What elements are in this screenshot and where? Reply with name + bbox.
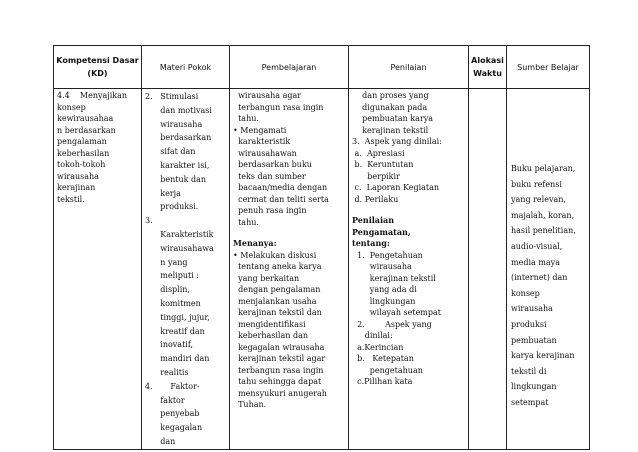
- pembelajaran-text: [230, 89, 348, 411]
- pembelajaran-line: yang berkaitan: [233, 273, 300, 283]
- header-row: [54, 46, 590, 89]
- alokasi-cell: [469, 89, 507, 450]
- pembelajaran-line: teks dan sumber: [233, 171, 306, 181]
- header-kompetensi: Kompetensi Dasar (KD): [54, 46, 142, 89]
- penilaian-heading-line: Pengamatan,: [352, 226, 411, 237]
- pembelajaran-line: karakteristik: [233, 137, 291, 146]
- pembelajaran-line: penuh rasa ingin: [233, 206, 307, 215]
- header-alokasi: Alokasi Waktu: [469, 46, 507, 89]
- penilaian-line: pengetahuan: [352, 365, 423, 375]
- header-sumber: Sumber Belajar: [507, 46, 590, 89]
- kompetensi-line: keberhasilan: [57, 148, 110, 158]
- materi-line: wirausahawa: [145, 243, 214, 253]
- materi-line: n yang: [145, 257, 188, 267]
- materi-line: komitmen: [145, 298, 201, 308]
- penilaian-line: digunakan pada: [352, 102, 428, 112]
- materi-line: produksi.: [145, 202, 199, 212]
- penilaian-line: b. Keruntutan: [352, 160, 414, 169]
- penilaian-line: wirausaha: [352, 262, 412, 271]
- syllabus-table: [53, 45, 590, 450]
- penilaian-line: pembuatan karya: [352, 114, 434, 123]
- pembelajaran-line: Tuhan.: [233, 400, 267, 409]
- pembelajaran-line: tentang aneka karya: [233, 262, 322, 271]
- pembelajaran-line: • Melakukan diskusi: [233, 250, 317, 260]
- materi-line: meliputi :: [145, 271, 199, 281]
- pembelajaran-line: menjalankan usaha: [233, 296, 317, 306]
- penilaian-line: kerajinan tekstil: [352, 125, 429, 135]
- pembelajaran-line: tahu.: [233, 114, 259, 123]
- penilaian-line: c. Laporan Kegiatan: [352, 183, 440, 192]
- pembelajaran-line: cermat dan teliti serta: [233, 194, 329, 204]
- penilaian-line: b. Ketepatan: [352, 354, 414, 363]
- sumber-line: buku refensi: [511, 179, 562, 189]
- kompetensi-cell: [54, 89, 142, 450]
- sumber-cell: [507, 89, 590, 450]
- penilaian-line: dinilai:: [352, 331, 393, 340]
- materi-line: mandiri dan: [145, 354, 210, 364]
- pembelajaran-line: wirausahawan: [233, 148, 297, 158]
- penilaian-line: a.Kerincian: [352, 342, 404, 352]
- sumber-line: setempat: [511, 397, 549, 407]
- penilaian-line: yang ada di: [352, 285, 417, 294]
- penilaian-text: [349, 89, 468, 388]
- header-pembelajaran: Pembelajaran: [230, 46, 349, 89]
- pembelajaran-line: wirausaha agar: [233, 91, 302, 100]
- sumber-line: karya kerajinan: [511, 351, 575, 361]
- kompetensi-line: kerajinan: [57, 183, 96, 192]
- materi-line: dan: [145, 436, 176, 446]
- penilaian-line: kerajinan tekstil: [352, 273, 436, 283]
- pembelajaran-line: terbangun rasa ingin: [233, 365, 324, 375]
- penilaian-line: d. Perilaku: [352, 194, 399, 204]
- header-penilaian: Penilaian: [349, 46, 469, 89]
- pembelajaran-line: dengan pengalaman: [233, 285, 321, 294]
- kompetensi-line: n berdasarkan: [57, 125, 116, 135]
- kompetensi-line: konsep: [57, 102, 86, 112]
- materi-line: faktor: [145, 395, 185, 405]
- sumber-line: yang relevan,: [511, 195, 566, 205]
- menanya-heading: Menanya:: [233, 238, 277, 248]
- pembelajaran-line: bacaan/media dengan: [233, 183, 328, 192]
- pembelajaran-cell: [230, 89, 349, 450]
- materi-line: karakter isi,: [145, 160, 210, 170]
- penilaian-line: wilayah setempat: [352, 308, 441, 317]
- pembelajaran-line: tahu sehingga dapat: [233, 377, 322, 386]
- sumber-line: audio-visual,: [511, 241, 563, 251]
- kompetensi-line: kewirausahaa: [57, 114, 114, 123]
- materi-text: [142, 89, 229, 449]
- pembelajaran-line: • Mengamati: [233, 125, 287, 135]
- materi-line: 3.: [145, 216, 153, 226]
- materi-line: kreatif dan: [145, 326, 205, 336]
- materi-line: kegagalan: [145, 423, 203, 433]
- penilaian-heading-line: tentang:: [352, 238, 390, 248]
- penilaian-line: berpikir: [352, 171, 400, 181]
- sumber-line: pembuatan: [511, 335, 557, 345]
- materi-line: wirausaha: [145, 119, 203, 129]
- materi-line: Karakteristik: [145, 229, 214, 239]
- materi-cell: [142, 89, 230, 450]
- penilaian-line: a. Apresiasi: [352, 148, 405, 158]
- pembelajaran-line: kerajinan tekstil agar: [233, 354, 326, 363]
- pembelajaran-line: berdasarkan buku: [233, 160, 312, 169]
- content-row: [54, 89, 590, 450]
- materi-line: dan motivasi: [145, 105, 212, 115]
- sumber-line: produksi: [511, 319, 547, 329]
- kompetensi-line: wirausaha: [57, 171, 99, 181]
- kompetensi-line: pengalaman: [57, 137, 107, 146]
- pembelajaran-line: kerajinan tekstil dan: [233, 308, 322, 317]
- sumber-line: konsep: [511, 288, 540, 298]
- sumber-line: (internet) dan: [511, 273, 568, 283]
- materi-line: realitis: [145, 367, 189, 377]
- materi-line: inovatif,: [145, 340, 194, 350]
- pembelajaran-line: mengidentifikasi: [233, 319, 306, 329]
- pembelajaran-line: kegagalan wirausaha: [233, 342, 325, 352]
- penilaian-line: lingkungan: [352, 296, 416, 306]
- penilaian-line: 3. Aspek yang dinilai:: [352, 137, 442, 146]
- penilaian-line: dan proses yang: [352, 91, 429, 100]
- materi-line: penyebab: [145, 409, 200, 419]
- header-materi: Materi Pokok: [142, 46, 230, 89]
- alokasi-text: [469, 89, 506, 90]
- materi-line: displin,: [145, 285, 190, 295]
- pembelajaran-line: keberhasilan dan: [233, 331, 308, 340]
- sumber-line: majalah, koran,: [511, 210, 575, 220]
- pembelajaran-line: terbangun rasa ingin: [233, 102, 324, 112]
- penilaian-line: 2. Aspek yang: [352, 319, 432, 329]
- kompetensi-line: 4.4 Menyajikan: [57, 91, 128, 100]
- materi-line: kerja: [145, 188, 181, 198]
- kompetensi-text: [54, 89, 141, 205]
- materi-line: berdasarkan: [145, 133, 212, 143]
- materi-line: tinggi, jujur,: [145, 312, 210, 322]
- kompetensi-line: tekstil.: [57, 194, 85, 204]
- materi-line: sifat dan: [145, 147, 196, 157]
- materi-line: 4. Faktor-: [145, 381, 200, 391]
- sumber-line: hasil penelitian,: [511, 226, 576, 236]
- sumber-text: [507, 89, 589, 411]
- kompetensi-line: tokoh-tokoh: [57, 160, 106, 169]
- pembelajaran-line: mensyukuri anugerah: [233, 388, 327, 398]
- penilaian-heading-line: Penilaian: [352, 215, 395, 225]
- penilaian-line: 1. Pengetahuan: [352, 250, 423, 260]
- sumber-line: wirausaha: [511, 304, 553, 314]
- materi-line: 2. Stimulasi: [145, 92, 199, 101]
- penilaian-line: c.Pilihan kata: [352, 377, 413, 386]
- sumber-line: lingkungan: [511, 382, 557, 392]
- sumber-line: Buku pelajaran,: [511, 164, 576, 173]
- sumber-line: tekstil di: [511, 366, 547, 376]
- pembelajaran-line: tahu.: [233, 217, 259, 227]
- penilaian-cell: [349, 89, 469, 450]
- materi-line: bentuk dan: [145, 174, 207, 184]
- sumber-line: media maya: [511, 257, 560, 267]
